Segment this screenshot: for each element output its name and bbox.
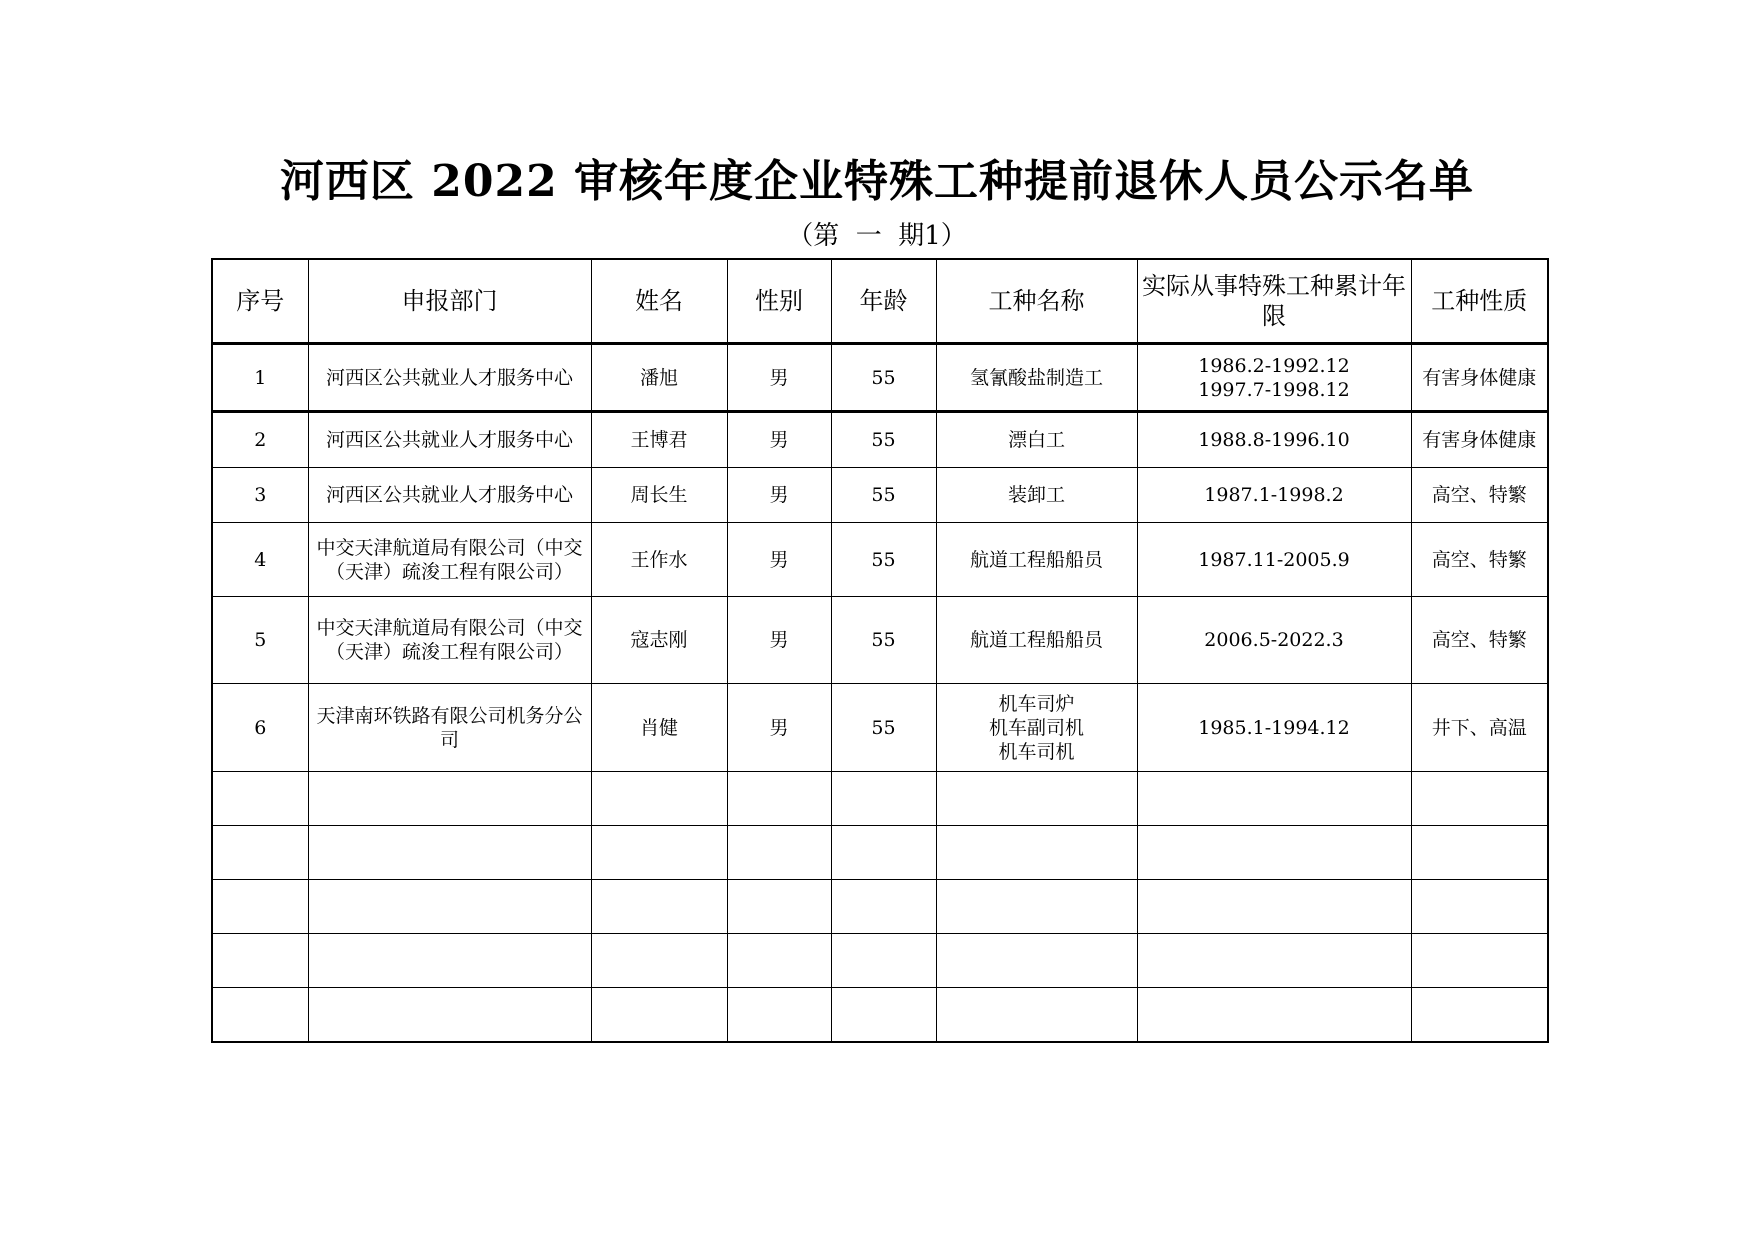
cell-job: 氢氰酸盐制造工 — [936, 344, 1137, 412]
cell-dept: 河西区公共就业人才服务中心 — [308, 468, 591, 523]
cell-years: 2006.5-2022.3 — [1137, 597, 1411, 684]
cell-gender: 男 — [727, 523, 831, 597]
cell-gender: 男 — [727, 468, 831, 523]
cell-seq: 1 — [212, 344, 308, 412]
empty-cell — [591, 826, 727, 880]
cell-gender: 男 — [727, 684, 831, 772]
document-subtitle: （第 一 期1） — [787, 221, 967, 251]
empty-cell — [308, 934, 591, 988]
cell-age: 55 — [831, 468, 936, 523]
empty-cell — [831, 988, 936, 1043]
cell-name: 寇志刚 — [591, 597, 727, 684]
empty-cell — [936, 934, 1137, 988]
cell-nature: 高空、特繁 — [1411, 597, 1548, 684]
empty-cell — [727, 826, 831, 880]
empty-cell — [1137, 772, 1411, 826]
cell-name: 王博君 — [591, 412, 727, 468]
header-job: 工种名称 — [936, 259, 1137, 344]
empty-cell — [831, 934, 936, 988]
cell-years: 1987.11-2005.9 — [1137, 523, 1411, 597]
empty-cell — [1137, 880, 1411, 934]
table-row — [212, 597, 1548, 684]
cell-dept: 河西区公共就业人才服务中心 — [308, 344, 591, 412]
empty-cell — [1137, 826, 1411, 880]
cell-name: 王作水 — [591, 523, 727, 597]
empty-cell — [1137, 988, 1411, 1043]
empty-cell — [212, 826, 308, 880]
cell-job: 漂白工 — [936, 412, 1137, 468]
header-name: 姓名 — [591, 259, 727, 344]
cell-seq: 4 — [212, 523, 308, 597]
table-row — [212, 468, 1548, 523]
empty-cell — [591, 934, 727, 988]
cell-job: 航道工程船船员 — [936, 523, 1137, 597]
cell-job: 装卸工 — [936, 468, 1137, 523]
empty-row — [212, 772, 1548, 826]
cell-gender: 男 — [727, 597, 831, 684]
cell-dept: 中交天津航道局有限公司（中交（天津）疏浚工程有限公司） — [308, 523, 591, 597]
empty-cell — [212, 880, 308, 934]
header-row — [212, 259, 1548, 344]
table-row — [212, 523, 1548, 597]
empty-cell — [727, 772, 831, 826]
table-row — [212, 684, 1548, 772]
empty-cell — [212, 934, 308, 988]
header-seq: 序号 — [212, 259, 308, 344]
document-title: 河西区 2022 审核年度企业特殊工种提前退休人员公示名单 — [279, 156, 1475, 207]
cell-job: 机车司炉 机车副司机 机车司机 — [936, 684, 1137, 772]
cell-age: 55 — [831, 412, 936, 468]
cell-name: 肖健 — [591, 684, 727, 772]
table-row — [212, 344, 1548, 412]
cell-dept: 中交天津航道局有限公司（中交（天津）疏浚工程有限公司） — [308, 597, 591, 684]
cell-years: 1986.2-1992.12 1997.7-1998.12 — [1137, 344, 1411, 412]
cell-nature: 有害身体健康 — [1411, 412, 1548, 468]
cell-nature: 有害身体健康 — [1411, 344, 1548, 412]
empty-cell — [831, 880, 936, 934]
empty-cell — [308, 772, 591, 826]
cell-nature: 高空、特繁 — [1411, 523, 1548, 597]
table-row — [212, 412, 1548, 468]
empty-cell — [936, 826, 1137, 880]
cell-age: 55 — [831, 344, 936, 412]
empty-cell — [591, 772, 727, 826]
empty-cell — [1137, 934, 1411, 988]
cell-nature: 井下、高温 — [1411, 684, 1548, 772]
cell-seq: 6 — [212, 684, 308, 772]
empty-cell — [727, 880, 831, 934]
roster-table — [211, 258, 1549, 1043]
cell-age: 55 — [831, 523, 936, 597]
cell-age: 55 — [831, 684, 936, 772]
header-nature: 工种性质 — [1411, 259, 1548, 344]
empty-row — [212, 988, 1548, 1043]
empty-cell — [727, 934, 831, 988]
empty-cell — [1411, 772, 1548, 826]
empty-cell — [1411, 880, 1548, 934]
cell-gender: 男 — [727, 412, 831, 468]
cell-seq: 3 — [212, 468, 308, 523]
empty-cell — [591, 988, 727, 1043]
cell-nature: 高空、特繁 — [1411, 468, 1548, 523]
empty-cell — [727, 988, 831, 1043]
empty-cell — [212, 988, 308, 1043]
cell-gender: 男 — [727, 344, 831, 412]
cell-name: 周长生 — [591, 468, 727, 523]
cell-years: 1985.1-1994.12 — [1137, 684, 1411, 772]
cell-job: 航道工程船船员 — [936, 597, 1137, 684]
empty-row — [212, 880, 1548, 934]
header-years: 实际从事特殊工种累计年限 — [1137, 259, 1411, 344]
empty-row — [212, 934, 1548, 988]
empty-cell — [831, 826, 936, 880]
header-gender: 性别 — [727, 259, 831, 344]
cell-years: 1987.1-1998.2 — [1137, 468, 1411, 523]
header-dept: 申报部门 — [308, 259, 591, 344]
cell-seq: 5 — [212, 597, 308, 684]
empty-cell — [308, 880, 591, 934]
empty-cell — [1411, 988, 1548, 1043]
empty-row — [212, 826, 1548, 880]
empty-cell — [212, 772, 308, 826]
empty-cell — [591, 880, 727, 934]
empty-cell — [936, 772, 1137, 826]
cell-dept: 天津南环铁路有限公司机务分公司 — [308, 684, 591, 772]
cell-dept: 河西区公共就业人才服务中心 — [308, 412, 591, 468]
cell-years: 1988.8-1996.10 — [1137, 412, 1411, 468]
empty-cell — [308, 988, 591, 1043]
empty-cell — [831, 772, 936, 826]
empty-cell — [1411, 826, 1548, 880]
header-age: 年龄 — [831, 259, 936, 344]
cell-age: 55 — [831, 597, 936, 684]
empty-cell — [308, 826, 591, 880]
cell-seq: 2 — [212, 412, 308, 468]
empty-cell — [1411, 934, 1548, 988]
empty-cell — [936, 880, 1137, 934]
cell-name: 潘旭 — [591, 344, 727, 412]
empty-cell — [936, 988, 1137, 1043]
